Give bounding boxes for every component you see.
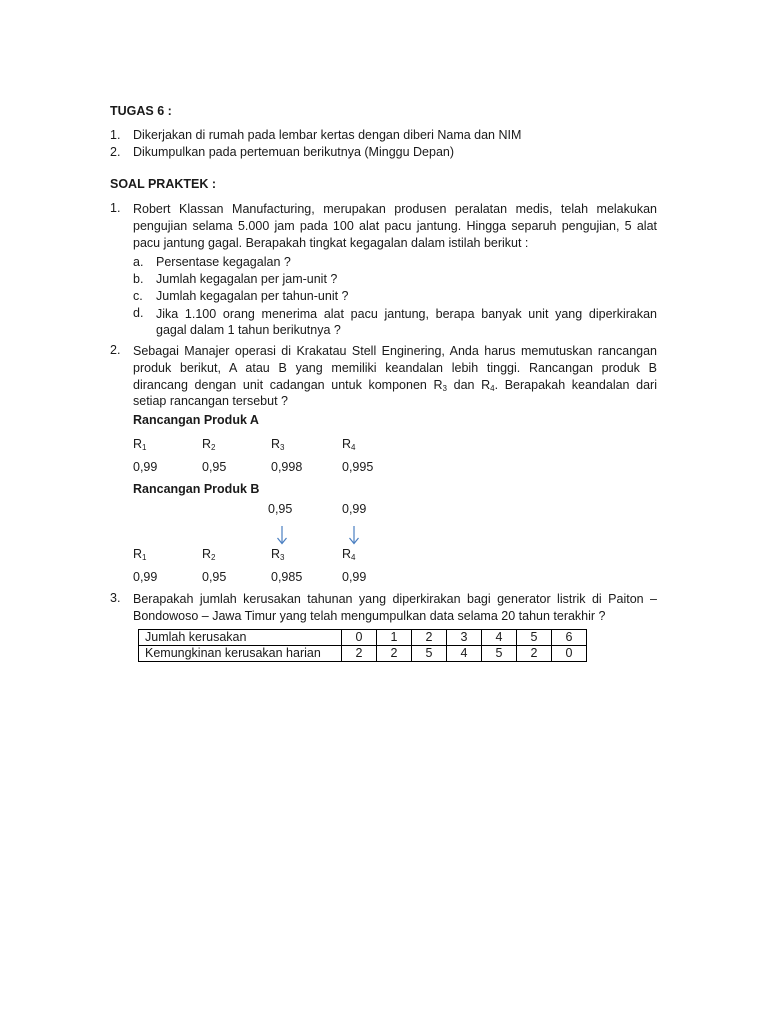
r-subscript: 4 [351,443,356,452]
table-row-label: Jumlah kerusakan [139,630,342,646]
design-b-r1-value: 0,99 [133,570,158,584]
design-b-r2-header [202,547,215,561]
r-letter: R [133,437,143,451]
table-cell: 5 [482,646,517,662]
design-b-r2-value: 0,95 [202,570,227,584]
design-b-title: Rancangan Produk B [133,482,260,496]
r-letter: R [271,547,281,561]
table-row [139,646,587,662]
r-subscript: 2 [211,443,216,452]
table-cell: 5 [517,630,552,646]
subitem-d-line-2: gagal dalam 1 tahun berikutnya ? [156,323,341,337]
design-a-r1-header [133,437,146,451]
design-a-r2-header [202,437,215,451]
down-arrow-icon [348,525,360,545]
question-2-line-3 [133,377,657,393]
subitem-a-letter: a. [133,255,144,269]
table-cell: 2 [517,646,552,662]
down-arrow-icon [276,525,288,545]
design-b-r3-value: 0,985 [271,570,303,584]
q2-line3-sub-2: 4 [490,384,495,393]
table-cell: 5 [412,646,447,662]
design-a-r1-value: 0,99 [133,460,158,474]
subitem-c-letter: c. [133,289,143,303]
tugas-item-1-number: 1. [110,128,121,142]
r-letter: R [342,547,352,561]
design-a-r2-value: 0,95 [202,460,227,474]
question-2-line-4: setiap rancangan tersebut ? [133,394,288,408]
design-b-r3-header [271,547,284,561]
design-b-backup-r4-value: 0,99 [342,502,367,516]
design-b-r1-header [133,547,146,561]
question-1-line-3: pacu jantung gagal. Berapakah tingkat kegagalan dalam istilah berikut : [133,236,529,250]
table-cell: 4 [447,646,482,662]
q2-line3-mid: dan R [446,378,491,392]
r-subscript: 3 [280,443,285,452]
failure-data-table [138,629,587,662]
tugas-title: TUGAS 6 : [110,104,172,118]
question-1-line-2: pengujian selama 5.000 jam pada 100 alat pacu jantung. Hingga separuh pengujian, 5 alat [133,219,657,233]
question-1-line-1: Robert Klassan Manufacturing, merupakan produsen peralatan medis, telah melakukan [133,202,657,216]
soal-title: SOAL PRAKTEK : [110,177,217,191]
subitem-d-letter: d. [133,306,144,320]
question-2-line-1: Sebagai Manajer operasi di Krakatau Stell Enginering, Anda harus memutuskan rancangan [133,344,657,358]
r-letter: R [271,437,281,451]
question-2-line-2: produk berikut, A atau B yang memiliki keandalan lebih tinggi. Rancangan produk B [133,361,657,375]
table-row [139,630,587,646]
subitem-d-line-1: Jika 1.100 orang menerima alat pacu jantung, berapa banyak unit yang diperkirakan [156,307,657,321]
r-subscript: 1 [142,443,147,452]
table-row-label: Kemungkinan kerusakan harian [139,646,342,662]
subitem-a-text: Persentase kegagalan ? [156,255,291,269]
design-a-r3-header [271,437,284,451]
subitem-b-letter: b. [133,272,144,286]
r-letter: R [342,437,352,451]
design-b-r4-header [342,547,355,561]
table-cell: 6 [552,630,587,646]
design-a-r4-value: 0,995 [342,460,374,474]
question-3-line-2: Bondowoso – Jawa Timur yang telah mengumpulkan data selama 20 tahun terakhir ? [133,609,606,623]
r-letter: R [133,547,143,561]
r-letter: R [202,437,212,451]
q2-line3-post: . Berapakah keandalan dari [494,378,657,392]
question-1-number: 1. [110,201,121,215]
table-cell: 0 [342,630,377,646]
r-subscript: 2 [211,553,216,562]
design-b-backup-r3-value: 0,95 [268,502,293,516]
question-3-number: 3. [110,591,121,605]
r-subscript: 1 [142,553,147,562]
question-3-line-1: Berapakah jumlah kerusakan tahunan yang diperkirakan bagi generator listrik di Paiton – [133,592,657,606]
design-a-r4-header [342,437,355,451]
r-letter: R [202,547,212,561]
table-cell: 3 [447,630,482,646]
subitem-b-text: Jumlah kegagalan per jam-unit ? [156,272,338,286]
table-cell: 2 [342,646,377,662]
tugas-item-2-number: 2. [110,145,121,159]
table-cell: 0 [552,646,587,662]
design-a-r3-value: 0,998 [271,460,303,474]
design-a-title: Rancangan Produk A [133,413,259,427]
question-2-number: 2. [110,343,121,357]
r-subscript: 3 [280,553,285,562]
subitem-c-text: Jumlah kegagalan per tahun-unit ? [156,289,349,303]
table-cell: 1 [377,630,412,646]
q2-line3-part: dirancang dengan unit cadangan untuk komponen R [133,378,443,392]
design-b-r4-value: 0,99 [342,570,367,584]
table-cell: 2 [412,630,447,646]
table-cell: 2 [377,646,412,662]
q2-line3-sub-1: 3 [442,384,447,393]
r-subscript: 4 [351,553,356,562]
table-cell: 4 [482,630,517,646]
tugas-item-1-text: Dikerjakan di rumah pada lembar kertas dengan diberi Nama dan NIM [133,128,522,142]
tugas-item-2-text: Dikumpulkan pada pertemuan berikutnya (Minggu Depan) [133,145,455,159]
